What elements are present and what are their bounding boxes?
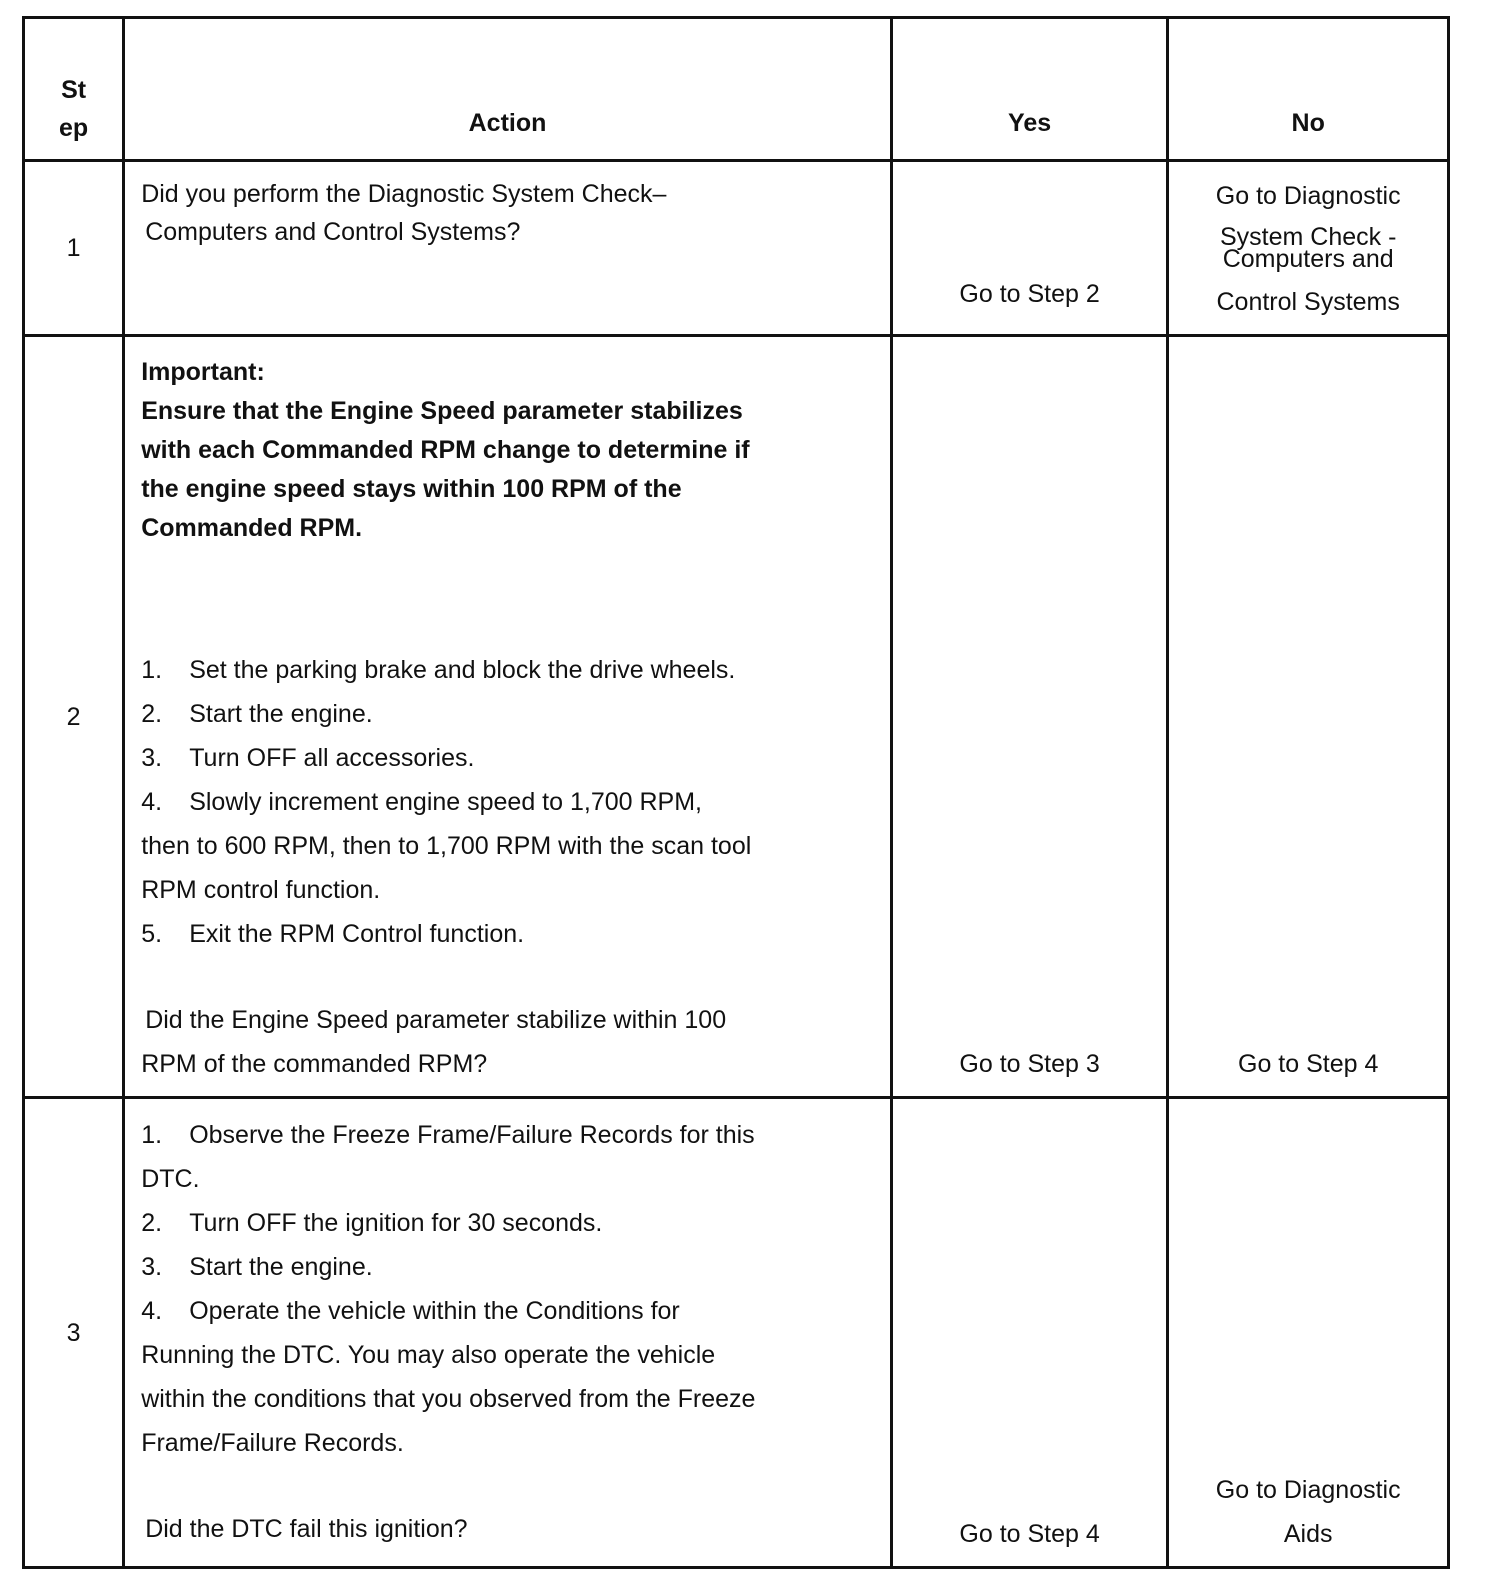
- no-line: Go to Diagnostic: [1215, 182, 1401, 210]
- list-item: 4. Slowly increment engine speed to 1,700 RPM,: [141, 788, 702, 816]
- list-item-continuation: Frame/Failure Records.: [141, 1429, 404, 1457]
- important-line: the engine speed stays within 100 RPM of the: [141, 475, 682, 503]
- yes-cell: Go to Step 4: [891, 1098, 1168, 1568]
- header-yes: Yes: [891, 18, 1168, 161]
- list-item-continuation: then to 600 RPM, then to 1,700 RPM with the scan tool: [141, 832, 752, 860]
- action-line: Did you perform the Diagnostic System Check–: [141, 180, 667, 208]
- step-number: 1: [24, 161, 124, 336]
- important-line: Commanded RPM.: [141, 514, 363, 542]
- question-line: Did the DTC fail this ignition?: [145, 1515, 468, 1543]
- step-number: 2: [24, 336, 124, 1098]
- action-line: Computers and Control Systems?: [145, 218, 521, 246]
- list-item: 3. Start the engine.: [141, 1253, 373, 1281]
- list-item: 2. Start the engine.: [141, 700, 373, 728]
- important-label: Important:: [141, 358, 265, 386]
- table-header-row: [24, 18, 1449, 161]
- header-step-line1: St: [61, 76, 87, 104]
- list-item-continuation: DTC.: [141, 1165, 200, 1193]
- list-item: 3. Turn OFF all accessories.: [141, 744, 475, 772]
- step-number: 3: [24, 1098, 124, 1568]
- no-cell: [1168, 1098, 1449, 1568]
- no-cell: [1168, 161, 1449, 336]
- question-line: RPM of the commanded RPM?: [141, 1050, 488, 1078]
- no-line: Computers and: [1222, 245, 1394, 273]
- no-line: Control Systems: [1216, 288, 1400, 316]
- yes-cell: Go to Step 3: [891, 336, 1168, 1098]
- list-item-continuation: within the conditions that you observed from the Freeze: [141, 1385, 756, 1413]
- diagnostic-table: [22, 16, 1450, 1569]
- no-line: System Check -: [1219, 223, 1397, 251]
- important-line: with each Commanded RPM change to determine if: [141, 436, 750, 464]
- no-line: Aids: [1283, 1520, 1333, 1548]
- header-step: [24, 18, 124, 161]
- no-line: Go to Diagnostic: [1215, 1476, 1401, 1504]
- list-item: 1. Observe the Freeze Frame/Failure Records for this: [141, 1121, 755, 1149]
- list-item: 2. Turn OFF the ignition for 30 seconds.: [141, 1209, 603, 1237]
- list-item: 5. Exit the RPM Control function.: [141, 920, 525, 948]
- header-action: Action: [124, 18, 892, 161]
- important-line: Ensure that the Engine Speed parameter stabilizes: [141, 397, 743, 425]
- list-item: 4. Operate the vehicle within the Conditions for: [141, 1297, 680, 1325]
- list-item-continuation: RPM control function.: [141, 876, 381, 904]
- header-no: No: [1168, 18, 1449, 161]
- header-step-line2: ep: [59, 114, 89, 142]
- yes-cell: Go to Step 2: [891, 161, 1168, 336]
- table-row: [24, 1098, 1449, 1568]
- question-line: Did the Engine Speed parameter stabilize within 100: [145, 1006, 727, 1034]
- table-row: [24, 336, 1449, 1098]
- action-cell: [124, 336, 892, 1098]
- list-item: 1. Set the parking brake and block the drive wheels.: [141, 656, 736, 684]
- action-cell: [124, 1098, 892, 1568]
- table-row: [24, 161, 1449, 336]
- no-cell: Go to Step 4: [1168, 336, 1449, 1098]
- action-cell: [124, 161, 892, 336]
- list-item-continuation: Running the DTC. You may also operate the vehicle: [141, 1341, 716, 1369]
